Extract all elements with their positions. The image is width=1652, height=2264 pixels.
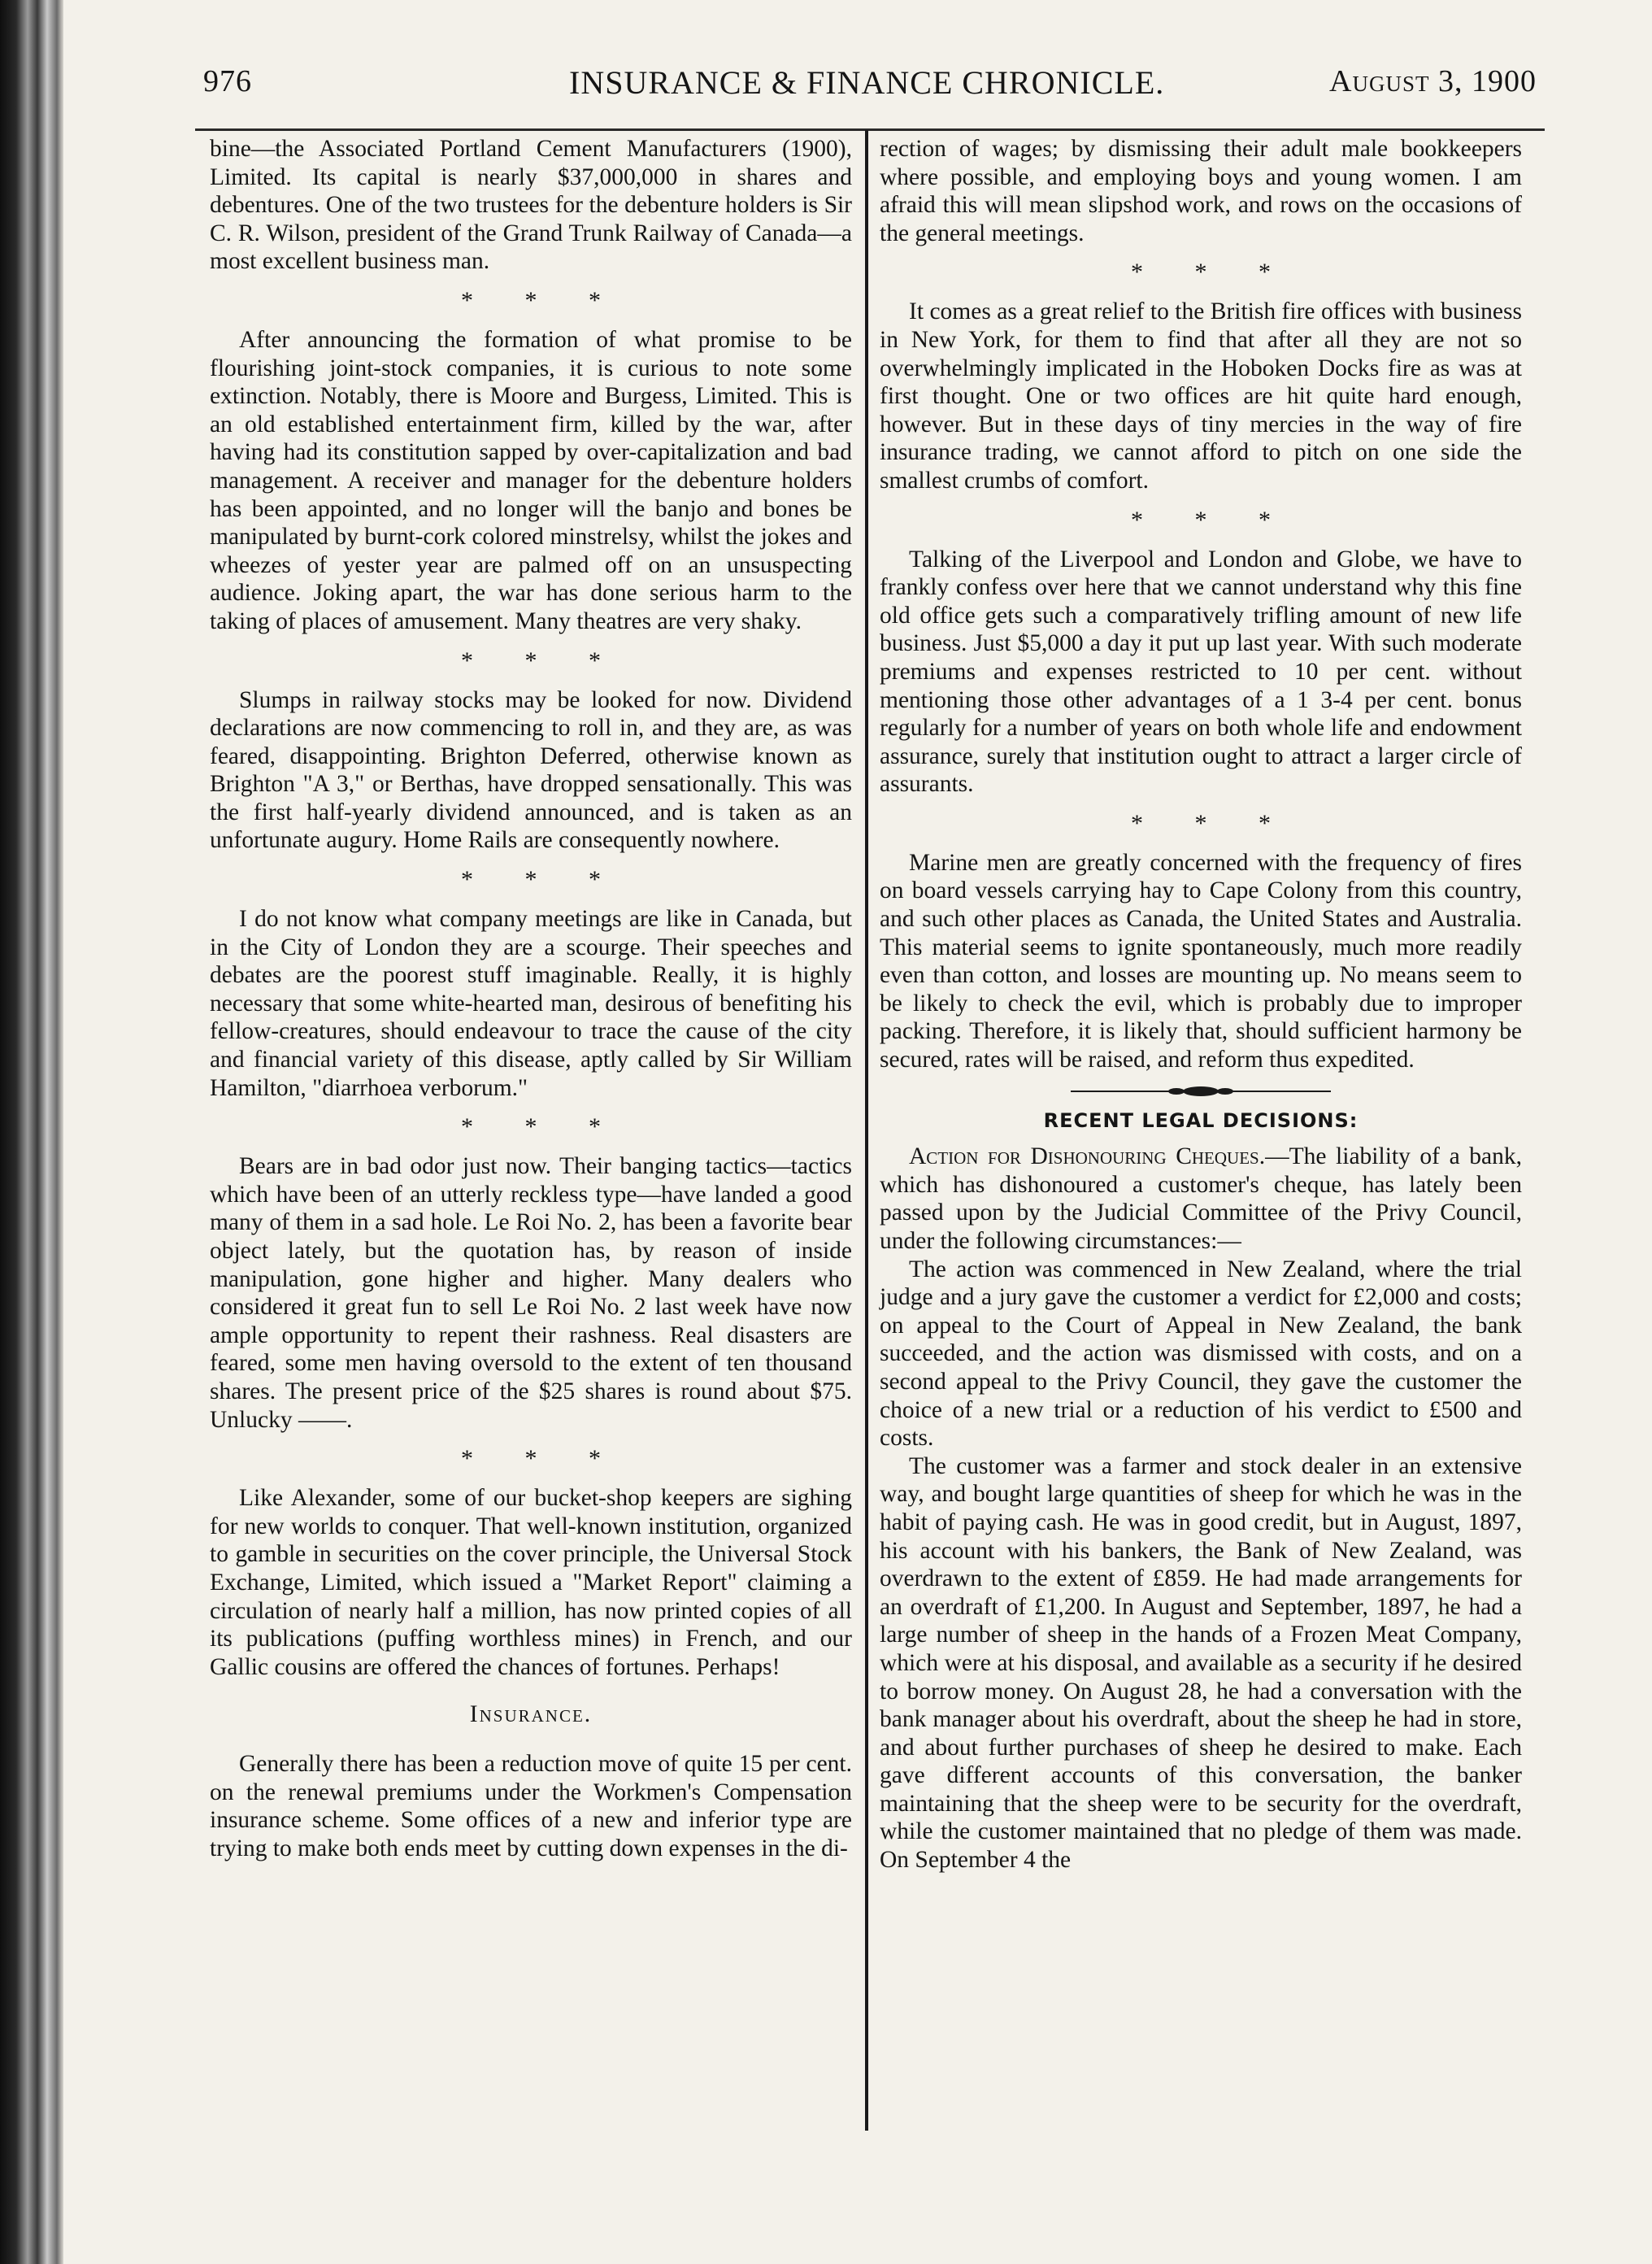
case-intro-text: —The liability of a bank, which has dishonoured a customer's cheque, has lately been passed upon by the Judicial Committee of the Privy Council, under the following circumstances:—: [880, 1143, 1522, 1254]
paragraph: The action was commenced in New Zealand, where the trial judge and a jury gave the customer a verdict for £2,000 and costs; on appeal to the Court of Appeal in New Zealand, the bank succeeded, and the action was dismissed with costs, and on a second appeal to the Privy Council, they gave the customer the choice of a new trial or a reduction of his verdict to £500 and costs.: [880, 1256, 1522, 1452]
section-separator: * * *: [1131, 259, 1293, 286]
section-separator: * * *: [461, 286, 624, 314]
page-number: 976: [203, 64, 252, 98]
running-header: [203, 63, 1537, 120]
paragraph: Like Alexander, some of our bucket-shop keepers are sighing for new worlds to conquer. That well-known institution, organized to gamble in securities on the cover principle, the Universal Stock Exchange, Limited, which issued a "Market Report" claiming a circulation of nearly half a million, has now printed copies of all its publications (puffing worthless mines) in French, and our Gallic cousins are offered the chances of fortunes. Perhaps!: [210, 1485, 852, 1680]
section-separator: * * *: [1131, 809, 1293, 837]
paragraph: Bears are in bad odor just now. Their banging tactics—tactics which have been of an utterly reckless type—have landed a good many of them in a sad hole. Le Roi No. 2, has been a favorite bear object lately, but the quotation has, by reason of inside manipulation, gone higher and higher. Many dealers who considered it great fun to sell Le Roi No. 2 last week have now ample opportunity to repent their rashness. Real disasters are feared, some men having oversold to the extent of ten thousand shares. The present price of the $25 shares is round about $75. Unlucky ——.: [210, 1153, 852, 1433]
book-binding-edge: [0, 0, 63, 2264]
section-separator: * * *: [1131, 506, 1293, 533]
paragraph: Talking of the Liverpool and London and Globe, we have to frankly confess over here that we cannot understand why this fine old office gets such a comparatively trifling amount of new life business. Just $5,000 a day it put up last year. With such moderate premiums and expenses restricted to 10 per cent. without mentioning those other advantages of a 1 3-4 per cent. bonus regularly for a number of years on both whole life and endowment assurance, surely that institution ought to attract a larger circle of assurants.: [880, 546, 1522, 798]
case-title: Action for Dishonouring Cheques.: [909, 1143, 1266, 1170]
section-separator: * * *: [461, 866, 624, 894]
paragraph: bine—the Associated Portland Cement Manufacturers (1900), Limited. Its capital is nearly $37,000,000 in shares and debentures. One of the two trustees for the debenture holders is Sir C. R. Wilson, president of the Grand Trunk Railway of Canada—a most excellent business man.: [210, 136, 852, 275]
section-heading-insurance: Insurance.: [469, 1701, 593, 1728]
paragraph: Slumps in railway stocks may be looked for now. Dividend declarations are now commencing to roll in, and they are, as was feared, disappointing. Brighton Deferred, otherwise known as Brighton "A 3," or Berthas, have dropped sensationally. This was the first half-yearly dividend announced, and is taken as an unfortunate augury. Home Rails are consequently nowhere.: [210, 686, 852, 854]
paragraph: Marine men are greatly concerned with the frequency of fires on board vessels carrying hay to Cape Colony from this country, and such other places as Canada, the United States and Australia. This material seems to ignite spontaneously, much more readily even than cotton, and losses are mounting up. No means seem to be likely to check the evil, which is probably due to improper packing. Therefore, it is likely that, should sufficient harmony be secured, rates will be raised, and reform thus expedited.: [880, 849, 1522, 1073]
issue-date: August 3, 1900: [1329, 64, 1537, 98]
paragraph: rection of wages; by dismissing their adult male bookkeepers where possible, and employing boys and young women. I am afraid this will mean slipshod work, and rows on the occasions of the general meetings.: [880, 136, 1522, 246]
paragraph: Generally there has been a reduction move of quite 15 per cent. on the renewal premiums under the Workmen's Compensation insurance scheme. Some offices of a new and inferior type are trying to make both ends meet by cutting down expenses in the di-: [210, 1750, 852, 1861]
paragraph: The customer was a farmer and stock dealer in an extensive way, and bought large quantities of sheep for which he was in the habit of paying cash. He was in good credit, but in August, 1897, his account with his bankers, the Bank of New Zealand, was overdrawn to the extent of £859. He had made arrangements for an overdraft of £1,200. In August and September, 1897, he had a large number of sheep in the hands of a Frozen Meat Company, which were at his disposal, and available as a security if he desired to borrow money. On August 28, he had a conversation with the bank manager about his overdraft, about the sheep he had in store, and about further purchases of sheep he desired to make. Each gave different accounts of this conversation, the banker maintaining that the sheep were to be security for the overdraft, while the customer maintained that no pledge of them was made. On September 4 the: [880, 1452, 1522, 1874]
section-separator: * * *: [461, 647, 624, 674]
section-separator: * * *: [461, 1445, 624, 1473]
column-divider: [865, 130, 868, 2131]
paragraph: It comes as a great relief to the British fire offices with business in New York, for them to find that after all they are not so overwhelmingly implicated in the Hoboken Docks fire as was at first thought. One or two offices are hit quite hard enough, however. But in these days of tiny mercies in the way of fire insurance trading, we cannot afford to pitch on one side the smallest crumbs of comfort.: [880, 298, 1522, 494]
left-column: [210, 135, 852, 1862]
section-heading-legal-decisions: RECENT LEGAL DECISIONS:: [1043, 1108, 1359, 1132]
right-column: [880, 135, 1522, 1874]
paragraph: [880, 1143, 1522, 1255]
journal-title: INSURANCE & FINANCE CHRONICLE.: [569, 64, 1165, 101]
ornamental-rule: [1071, 1086, 1331, 1097]
paragraph: After announcing the formation of what promise to be flourishing joint-stock companies, it is curious to note some extinction. Notably, there is Moore and Burgess, Limited. This is an old established entertainment firm, killed by the war, after having had its constitution sapped by over-capitalization and bad management. A receiver and manager for the debenture holders has been appointed, and no longer will the banjo and bones be manipulated by burnt-cork colored minstrelsy, whilst the jokes and wheezes of yester year are palmed off on an unsuspecting audience. Joking apart, the war has done serious harm to the taking of places of amusement. Many theatres are very shaky.: [210, 326, 852, 634]
paragraph: I do not know what company meetings are like in Canada, but in the City of London they are a scourge. Their speeches and debates are the poorest stuff imaginable. Really, it is highly necessary that some white-hearted man, desirous of benefiting his fellow-creatures, should endeavour to trace the cause of the city and financial variety of this disease, aptly called by Sir William Hamilton, "diarrhoea verborum.": [210, 906, 852, 1101]
header-rule: [195, 128, 1545, 131]
section-separator: * * *: [461, 1113, 624, 1141]
